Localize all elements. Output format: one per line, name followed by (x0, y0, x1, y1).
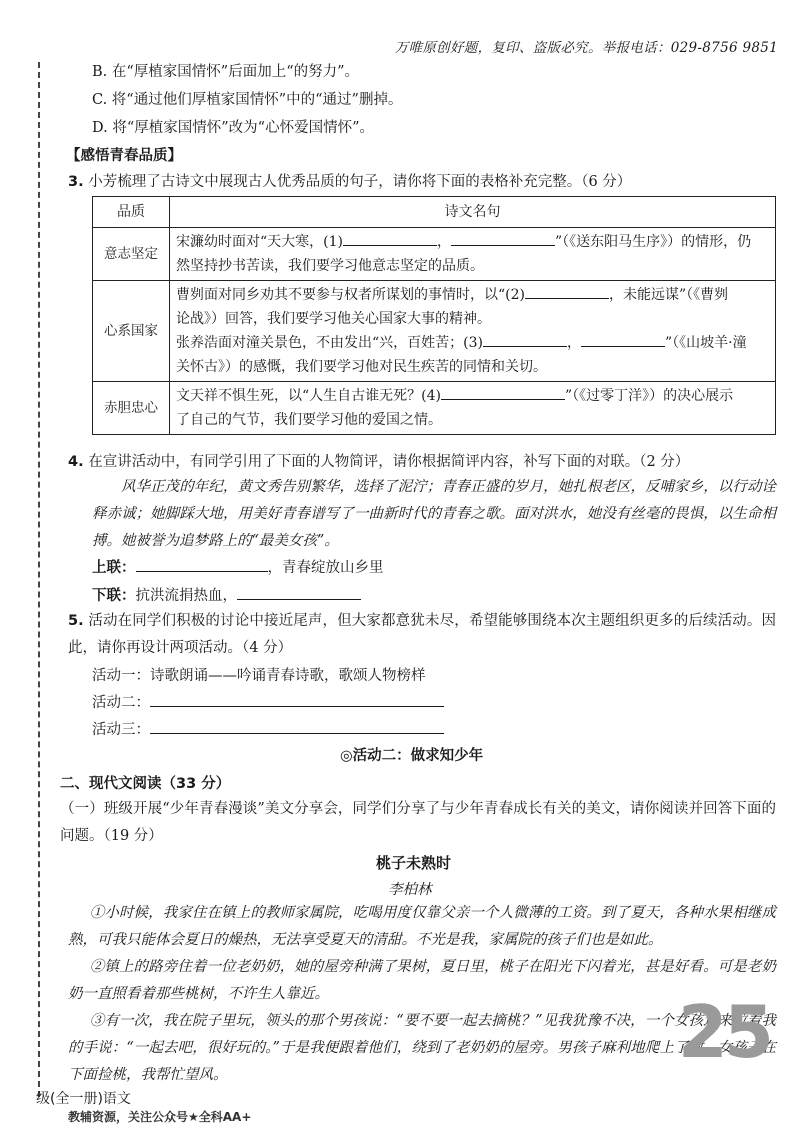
article-paragraph-2: ②镇上的路旁住着一位老奶奶，她的屋旁种满了果树，夏日里，桃子在阳光下闪着光，甚是好看。可是老奶奶一直照看着那些桃树，不许生人靠近。 (68, 959, 776, 1002)
blank-3a[interactable] (483, 332, 567, 347)
row2-text-a: 曹刿面对同乡劝其不要参与权者所谋划的事情时，以“(2) (176, 287, 525, 303)
blank-1a[interactable] (343, 231, 437, 246)
section-quality-heading: 【感悟青春品质】 (66, 148, 182, 164)
upper-couplet (92, 556, 384, 577)
upper-label: 上联： (92, 560, 136, 576)
row-will-content (170, 228, 776, 281)
question-5-number: 5. (68, 613, 84, 629)
activity-3-blank[interactable] (150, 719, 444, 734)
upper-tail: ，青春绽放山乡里 (267, 560, 384, 576)
row2-text-e: ， (567, 335, 581, 351)
row-country-content (170, 281, 776, 382)
footer-ad: 教辅资源，关注公众号★全科AA+ (68, 1110, 252, 1124)
blank-3b[interactable] (581, 332, 665, 347)
activity-2-label: 活动二： (92, 695, 150, 711)
q4-passage: 风华正茂的年纪，黄文秀告别繁华，选择了泥泞；青春正盛的岁月，她扎根老区，反哺家乡，以行动诠释赤诚；她脚踩大地，用美好青春谱写了一曲新时代的青春之歌。面对洪水，她没有丝毫的畏惧，以生命相搏。她被誉为追梦路上的“最美女孩”。 (92, 479, 776, 549)
row-loyal-content (170, 382, 776, 435)
upper-blank[interactable] (136, 557, 268, 572)
question-4 (68, 450, 689, 471)
reading-intro: （一）班级开展“少年青春漫谈”美文分享会，同学们分享了与少年青春成长有关的美文，请你阅读并回答下面的问题。（19 分） (60, 801, 776, 844)
option-c: C. 将“通过他们厚植家国情怀”中的“通过”删掉。 (92, 92, 403, 108)
row2-text-b: ，未能远谋”（《曹刿 (609, 287, 729, 303)
blank-1b[interactable] (451, 231, 555, 246)
row3-text-b: ”（《过零丁洋》）的决心展示 (565, 388, 734, 404)
option-b: B. 在“厚植家国情怀”后面加上“的努力”。 (92, 64, 360, 80)
row2-text-f: ”（《山坡羊·潼 (665, 335, 747, 351)
binding-dashed-line (38, 62, 40, 1097)
section-2-heading: 二、现代文阅读（33 分） (60, 776, 231, 792)
row-cat-will: 意志坚定 (93, 228, 170, 281)
question-3-text: 小芳梳理了古诗文中展现古人优秀品质的句子，请你将下面的表格补充完整。（6 分） (88, 174, 632, 190)
lower-blank[interactable] (237, 585, 361, 600)
row3-text-c: 了自己的气节，我们要学习他的爱国之情。 (176, 412, 442, 428)
activity-1: 活动一：诗歌朗诵——吟诵青春诗歌，歌颂人物榜样 (92, 668, 426, 684)
row2-text-c: 论战》）回答，我们要学习他关心国家大事的精神。 (176, 311, 491, 327)
row2-text-d: 张养浩面对潼关景色，不由发出“兴，百姓苦；(3) (176, 335, 483, 351)
lower-text: 抗洪流捐热血， (135, 588, 237, 604)
row1-text-a: 宋濂幼时面对“天大寒，(1) (176, 234, 343, 250)
page-header: 万唯原创好题，复印、盗版必究。举报电话：029-8756 9851 (394, 40, 778, 56)
row1-text-b: ， (437, 234, 451, 250)
quality-table (92, 196, 776, 435)
blank-4[interactable] (441, 385, 565, 400)
question-4-number: 4. (68, 454, 84, 470)
row-cat-loyal: 赤胆忠心 (93, 382, 170, 435)
question-3 (68, 170, 631, 191)
activity-2 (92, 691, 444, 712)
option-d: D. 将“厚植家国情怀”改为“心怀爱国情怀”。 (92, 120, 374, 136)
article-paragraph-1: ①小时候，我家住在镇上的教师家属院，吃喝用度仅靠父亲一个人微薄的工资。到了夏天，各种水果相继成熟，可我只能体会夏日的燥热，无法享受夏天的清甜。不光是我，家属院的孩子们也是如此。 (68, 905, 776, 948)
question-5-text: 活动在同学们积极的讨论中接近尾声，但大家都意犹未尽，希望能够围绕本次主题组织更多的后续活动。因此，请你再设计两项活动。（4 分） (68, 613, 777, 656)
question-3-number: 3. (68, 174, 84, 190)
table-header-quotes: 诗文名句 (170, 197, 776, 228)
row-cat-country: 心系国家 (93, 281, 170, 382)
blank-2[interactable] (525, 284, 609, 299)
lower-couplet (92, 584, 361, 605)
activity-two-title: ◎活动二：做求知少年 (340, 748, 484, 764)
footer-grade: 级(全一册)语文 (36, 1091, 131, 1107)
row1-text-d: 然坚持抄书苦读，我们要学习他意志坚定的品质。 (176, 258, 484, 274)
row1-text-c: ”（《送东阳马生序》）的情形，仍 (555, 234, 752, 250)
row3-text-a: 文天祥不惧生死，以“人生自古谁无死？(4) (176, 388, 441, 404)
question-5 (68, 608, 776, 662)
activity-2-blank[interactable] (150, 692, 444, 707)
table-header-quality: 品质 (93, 197, 170, 228)
lower-label: 下联： (92, 588, 136, 604)
row2-text-g: 关怀古》）的感慨，我们要学习他对民生疾苦的同情和关切。 (176, 359, 547, 375)
article-author: 李柏林 (388, 882, 432, 898)
page-number-watermark: 25 (677, 990, 770, 1074)
activity-3-label: 活动三： (92, 722, 150, 738)
question-4-text: 在宣讲活动中，有同学引用了下面的人物简评，请你根据简评内容，补写下面的对联。（2 分） (88, 454, 690, 470)
activity-3 (92, 718, 444, 739)
article-title: 桃子未熟时 (376, 854, 452, 872)
article-paragraph-3: ③有一次，我在院子里玩，领头的那个男孩说：“要不要一起去摘桃？”见我犹豫不决，一个女孩过来拉着我的手说：“一起去吧，很好玩的。”于是我便跟着他们，绕到了老奶奶的屋旁。男孩子麻利地爬上了树，女孩子在下面捡桃，我帮忙望风。 (68, 1013, 776, 1083)
